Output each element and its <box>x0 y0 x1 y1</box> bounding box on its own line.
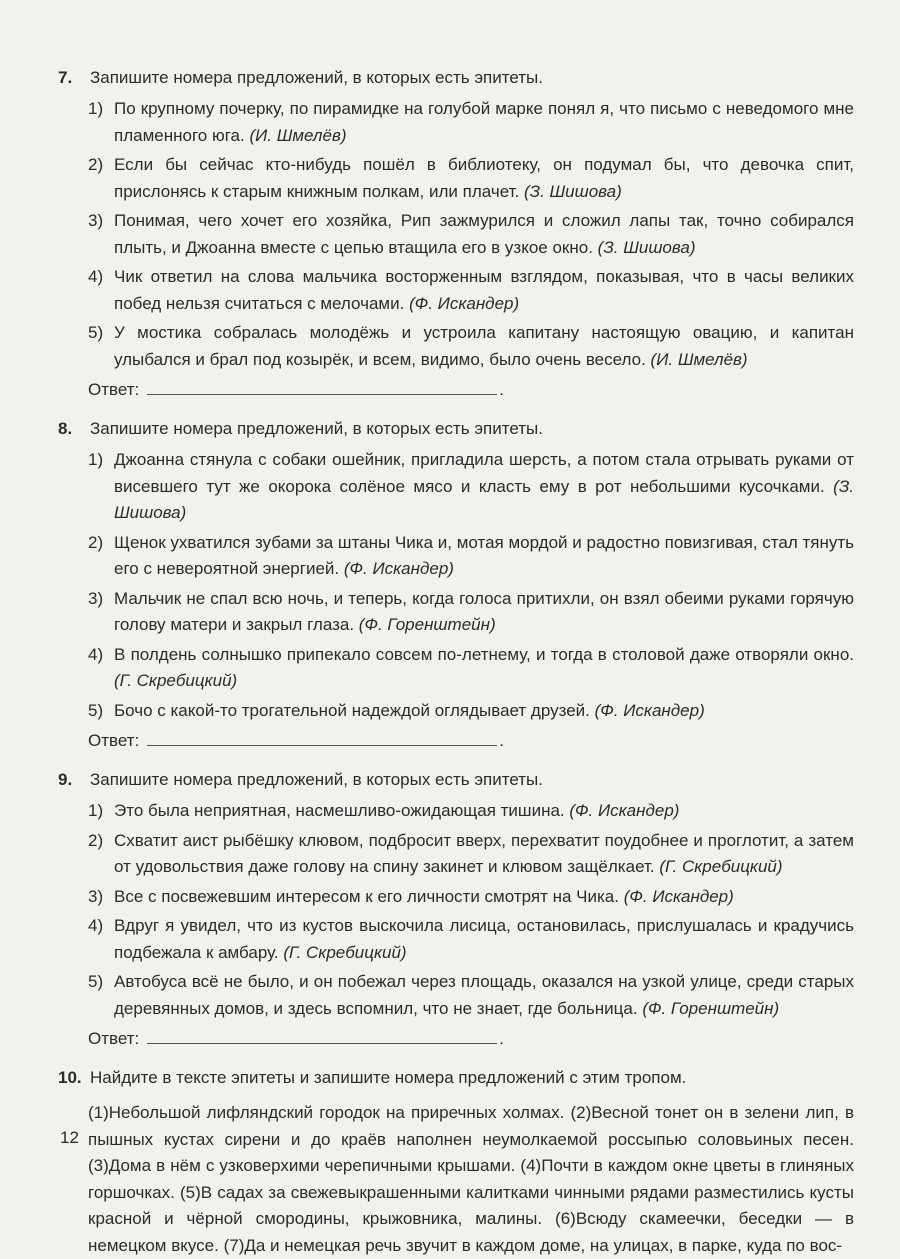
task-number: 7. <box>58 68 73 87</box>
source-text: (1)Небольшой лифляндский городок на приречных холмах. (2)Весной тонет он в зелени лип, в пышных кустах сирени и до краёв наполнен неумолкаемой россыпью соловьиных песен. (3)Дома в нём с узковерхими черепичными крышами. (4)Почти в каждом окне цветы в глиняных горшочках. (5)В садах за свежевыкрашенными калитками чинными рядами разместились кусты красной и чёрной смородины, крыжовника, малины. (6)Всюду скамеечки, беседки — в немецком вкусе. (7)Да и немецкая речь звучит в каждом доме, на улицах, в парке, куда по вос- <box>88 1103 854 1255</box>
sentence-number: 5) <box>88 972 104 991</box>
sentence-number: 1) <box>88 99 104 118</box>
task-header <box>58 66 860 90</box>
task-prompt: Запишите номера предложений, в которых есть эпитеты. <box>90 770 543 789</box>
sentence-number: 1) <box>88 450 104 469</box>
sentence-number: 3) <box>88 211 104 230</box>
sentence-text: Автобуса всё не было, и он побежал через площадь, оказался на узкой улице, среди старых деревянных домов, и здесь вспомнил, что не знает, где больница. <box>114 972 854 1018</box>
sentence-number: 4) <box>88 644 104 664</box>
answer-row: Ответ: . <box>58 727 860 754</box>
sentence-text: Понимая, чего хочет его хозяйка, Рип зажмурился и сложил лапы так, точно собирался плыть, и Джоанна вместе с цепью втащила его в узкое окно. <box>114 211 854 257</box>
sentence-author: (Ф. Горенштейн) <box>642 998 780 1018</box>
answer-field[interactable] <box>147 727 497 746</box>
sentence-number: 2) <box>88 155 104 174</box>
task-header <box>58 417 860 441</box>
sentence-item <box>58 828 860 881</box>
sentence-author: (Г. Скребицкий) <box>659 857 783 876</box>
sentence-text: Чик ответил на слова мальчика восторженным взглядом, показывая, что в часы великих побед нельзя считаться с мелочами. <box>114 267 854 313</box>
sentence-number: 3) <box>88 886 104 906</box>
sentence-item <box>58 969 860 1022</box>
sentence-text: Все с посвежевшим интересом к его личности смотрят на Чика. <box>114 886 619 906</box>
sentence-item <box>58 208 860 261</box>
answer-row: Ответ: . <box>58 376 860 403</box>
sentence-number: 5) <box>88 323 104 342</box>
sentence-item <box>58 698 860 725</box>
sentence-number: 1) <box>88 801 104 820</box>
sentence-item <box>58 884 860 911</box>
sentence-text: По крупному почерку, по пирамидке на голубой марке понял я, что письмо с неведомого мне пламенного юга. <box>114 99 854 145</box>
sentence-author: (Ф. Искандер) <box>343 559 454 578</box>
task-header <box>58 1066 860 1090</box>
sentence-text: У мостика собралась молодёжь и устроила капитану настоящую овацию, и капитан улыбался и брал под козырёк, и всем, видимо, было очень весело. <box>114 323 854 369</box>
task-prompt: Запишите номера предложений, в которых есть эпитеты. <box>90 68 543 87</box>
sentence-number: 2) <box>88 532 104 552</box>
sentence-author: (И. Шмелёв) <box>249 125 347 145</box>
sentence-item <box>58 320 860 373</box>
sentence-author: (З. Шишова) <box>114 476 854 522</box>
sentence-text: Это была неприятная, насмешливо-ожидающая тишина. <box>114 801 565 820</box>
sentence-item <box>58 642 860 695</box>
sentence-author: (Ф. Искандер) <box>569 801 680 820</box>
answer-row: Ответ: . <box>58 1025 860 1052</box>
task-number: 10. <box>58 1068 82 1087</box>
sentence-author: (Ф. Искандер) <box>594 700 705 720</box>
task-number: 8. <box>58 419 73 438</box>
answer-field[interactable] <box>147 376 497 395</box>
sentence-item <box>58 264 860 317</box>
sentence-number: 4) <box>88 916 104 935</box>
sentence-author: (И. Шмелёв) <box>650 349 748 369</box>
answer-field[interactable] <box>147 1025 497 1044</box>
sentence-author: (Г. Скребицкий) <box>283 942 407 962</box>
answer-label: Ответ: <box>88 731 140 750</box>
sentence-text: Схватит аист рыбёшку клювом, подбросит вверх, перехватит поудобнее и проглотит, а затем от удовольствия даже голову на спину закинет и клювом защёлкает. <box>114 830 854 876</box>
sentence-text: Щенок ухватился зубами за штаны Чика и, мотая мордой и радостно повизгивая, стал тянуть его с невероятной энергией. <box>114 532 854 578</box>
sentence-text: Бочо с какой-то трогательной надеждой оглядывает друзей. <box>114 700 590 720</box>
sentence-author: (З. Шишова) <box>597 237 696 257</box>
sentence-author: (З. Шишова) <box>523 181 622 201</box>
sentence-item <box>58 447 860 527</box>
task-number: 9. <box>58 770 73 789</box>
sentence-number: 3) <box>88 588 104 608</box>
sentence-author: (Г. Скребицкий) <box>114 671 238 690</box>
sentence-text: Джоанна стянула с собаки ошейник, пригладила шерсть, а потом стала отрывать руками от висевшего тут же окорока солёное мясо и класть ему в рот небольшими кусочками. <box>114 450 854 496</box>
task-prompt: Найдите в тексте эпитеты и запишите номера предложений с этим тропом. <box>90 1068 687 1087</box>
sentence-item <box>58 96 860 149</box>
sentence-author: (Ф. Искандер) <box>409 293 520 313</box>
task-8 <box>58 417 860 754</box>
sentence-text: Вдруг я увидел, что из кустов выскочила лисица, остановилась, прислушалась и крадучись подбежала к амбару. <box>114 916 854 962</box>
sentence-item <box>58 798 860 825</box>
sentence-number: 4) <box>88 267 104 286</box>
sentence-author: (Ф. Горенштейн) <box>358 615 496 634</box>
sentence-text: Мальчик не спал всю ночь, и теперь, когда голоса притихли, он взял обеими руками горячую голову матери и закрыл глаза. <box>114 588 854 634</box>
sentence-item <box>58 530 860 583</box>
answer-label: Ответ: <box>88 1029 140 1048</box>
sentence-text: В полдень солнышко припекало совсем по-летнему, и тогда в столовой даже отворяли окно. <box>114 644 854 664</box>
task-header <box>58 768 860 792</box>
page-number: 12 <box>60 1128 79 1147</box>
sentence-number: 5) <box>88 700 104 720</box>
task-10 <box>58 1066 860 1259</box>
sentence-text: Если бы сейчас кто-нибудь пошёл в библиотеку, он подумал бы, что девочка спит, прислонясь к старым книжным полкам, или плачет. <box>114 155 854 201</box>
sentence-item <box>58 586 860 639</box>
task-9 <box>58 768 860 1052</box>
answer-label: Ответ: <box>88 380 140 399</box>
sentence-number: 2) <box>88 830 104 850</box>
task-prompt: Запишите номера предложений, в которых есть эпитеты. <box>90 419 543 438</box>
sentence-author: (Ф. Искандер) <box>623 886 734 906</box>
sentence-item <box>58 913 860 966</box>
sentence-item <box>58 152 860 205</box>
task-7 <box>58 66 860 403</box>
